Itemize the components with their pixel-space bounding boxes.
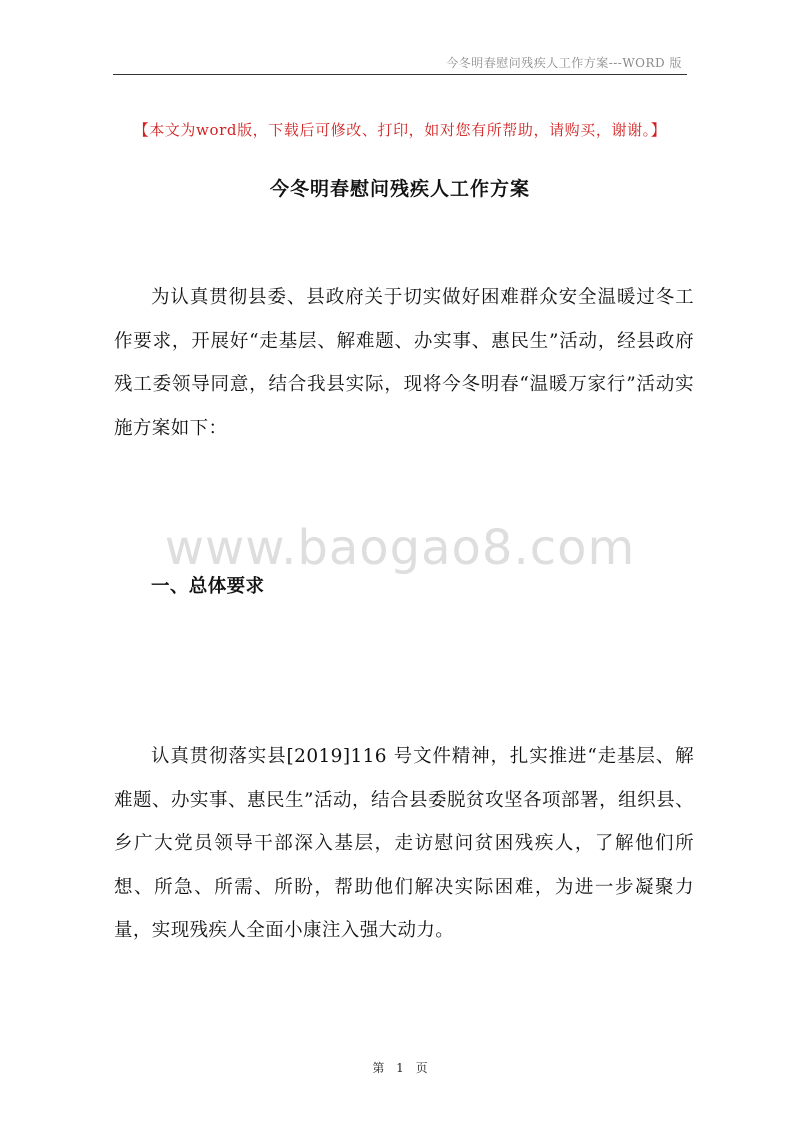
header-rule — [113, 74, 687, 75]
page-number: 1 — [396, 1061, 404, 1075]
page-label-suffix: 页 — [415, 1061, 428, 1075]
document-title: 今冬明春慰问残疾人工作方案 — [269, 178, 530, 200]
section-heading: 一、总体要求 — [151, 576, 265, 597]
watermark: www.baogao8.com — [164, 520, 636, 576]
section-paragraph: 认真贯彻落实县[2019]116 号文件精神，扎实推进“走基层、解难题、办实事、惠民生”活动，结合县委脱贫攻坚各项部署，组织县、乡广大党员领导干部深入基层，走访慰问贫困残疾人，了解他们所想、所急、所需、所盼，帮助他们解决实际困难，为进一步凝聚力量，实现残疾人全面小康注入强大动力。 — [114, 746, 694, 941]
intro-paragraph: 为认真贯彻县委、县政府关于切实做好困难群众安全温暖过冬工作要求，开展好“走基层、解难题、办实事、惠民生”活动，经县政府残工委领导同意，结合我县实际，现将今冬明春“温暖万家行”活动实施方案如下： — [114, 287, 694, 439]
page-label-prefix: 第 — [372, 1061, 385, 1075]
page-footer — [0, 1059, 800, 1076]
download-notice: 【本文为word版，下载后可修改、打印，如对您有所帮助，请购买，谢谢。】 — [133, 121, 667, 139]
running-header: 今冬明春慰问残疾人工作方案---WORD 版 — [446, 56, 682, 70]
